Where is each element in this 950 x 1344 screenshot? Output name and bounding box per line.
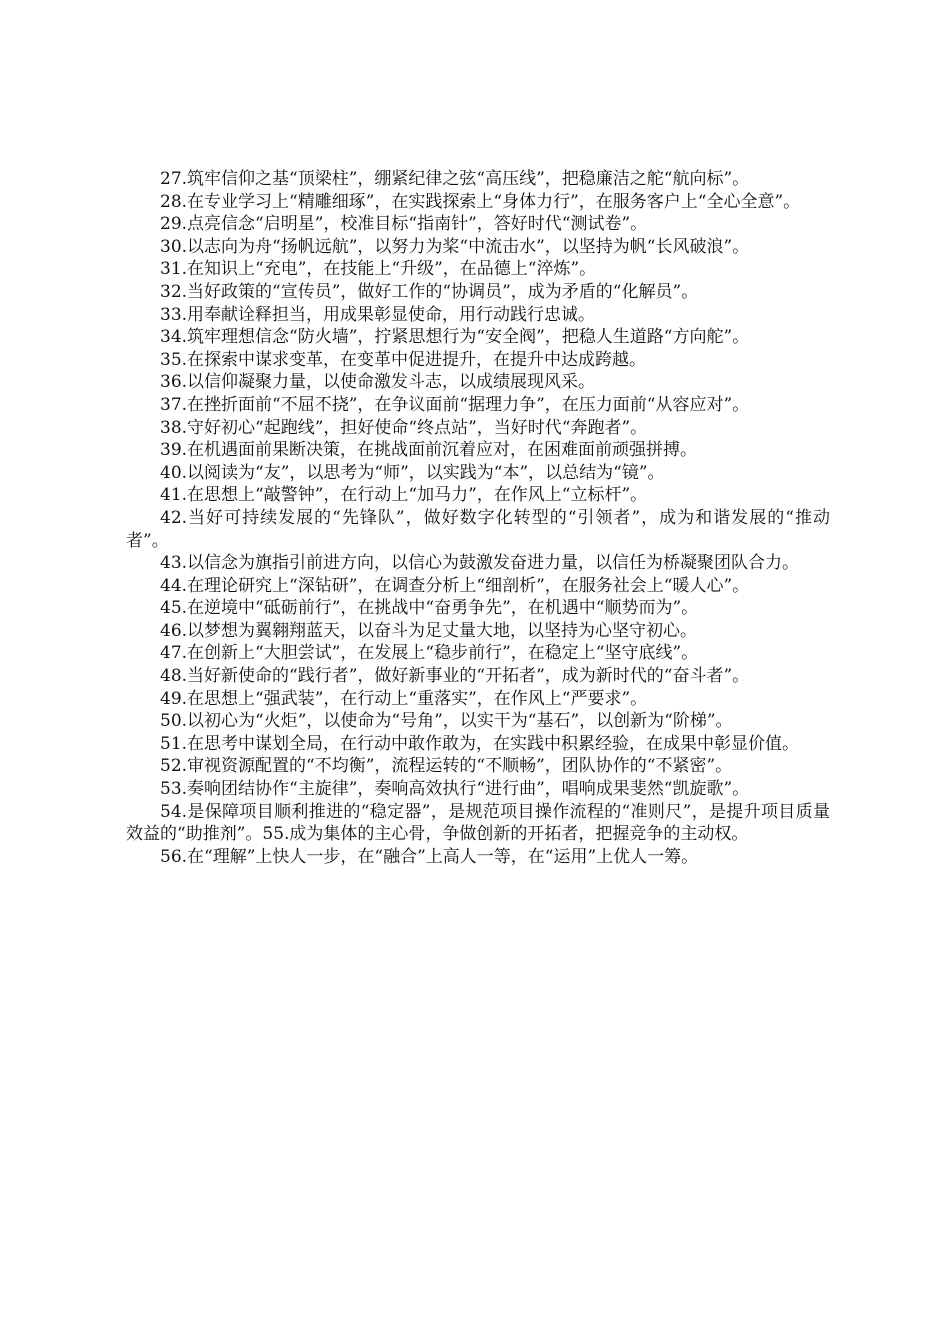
list-item: 39.在机遇面前果断决策，在挑战面前沉着应对，在困难面前顽强拼搏。 — [160, 440, 698, 461]
list-item: 49.在思想上“强武装”，在行动上“重落实”，在作风上“严要求”。 — [160, 688, 648, 709]
list-item: 40.以阅读为“友”，以思考为“师”，以实践为“本”，以总结为“镜”。 — [160, 462, 665, 483]
list-item: 42.当好可持续发展的“先锋队”，做好数字化转型的“引领者”，成为和谐发展的“推动者”。 — [126, 507, 830, 551]
document-body — [126, 168, 830, 868]
list-item: 56.在“理解”上快人一步，在“融合”上高人一等，在“运用”上优人一筹。 — [160, 846, 699, 867]
list-item: 50.以初心为“火炬”，以使命为“号角”，以实干为“基石”，以创新为“阶梯”。 — [160, 711, 733, 732]
list-item: 47.在创新上“大胆尝试”，在发展上“稳步前行”，在稳定上“坚守底线”。 — [160, 643, 699, 664]
list-item: 43.以信念为旗指引前进方向，以信心为鼓激发奋进力量，以信任为桥凝聚团队合力。 — [160, 553, 800, 574]
list-item: 35.在探索中谋求变革，在变革中促进提升，在提升中达成跨越。 — [160, 349, 647, 370]
list-item: 36.以信仰凝聚力量，以使命激发斗志，以成绩展现风采。 — [160, 372, 596, 393]
list-item: 28.在专业学习上“精雕细琢”，在实践探索上“身体力行”，在服务客户上“全心全意”。 — [160, 191, 801, 212]
list-item: 34.筑牢理想信念“防火墙”，拧紧思想行为“安全阀”，把稳人生道路“方向舵”。 — [160, 327, 750, 348]
list-item: 31.在知识上“充电”，在技能上“升级”，在品德上“淬炼”。 — [160, 259, 597, 280]
list-item: 53.奏响团结协作“主旋律”，奏响高效执行“进行曲”，唱响成果斐然“凯旋歌”。 — [160, 779, 750, 800]
list-item: 32.当好政策的“宣传员”，做好工作的“协调员”，成为矛盾的“化解员”。 — [160, 281, 699, 302]
list-item: 41.在思想上“敲警钟”，在行动上“加马力”，在作风上“立标杆”。 — [160, 485, 648, 506]
list-item: 45.在逆境中“砥砺前行”，在挑战中“奋勇争先”，在机遇中“顺势而为”。 — [160, 598, 699, 619]
list-item: 54.是保障项目顺利推进的“稳定器”，是规范项目操作流程的“准则尺”，是提升项目质量效益的“助推剂”。55.成为集体的主心骨，争做创新的开拓者，把握竞争的主动权。 — [126, 801, 830, 845]
list-item: 51.在思考中谋划全局，在行动中敢作敢为，在实践中积累经验，在成果中彰显价值。 — [160, 733, 800, 754]
list-item: 37.在挫折面前“不屈不挠”，在争议面前“据理力争”，在压力面前“从容应对”。 — [160, 394, 750, 415]
list-item: 46.以梦想为翼翱翔蓝天，以奋斗为足丈量大地，以坚持为心坚守初心。 — [160, 620, 698, 641]
list-item: 38.守好初心“起跑线”，担好使命“终点站”，当好时代“奔跑者”。 — [160, 417, 648, 438]
list-item: 33.用奉献诠释担当，用成果彰显使命，用行动践行忠诚。 — [160, 304, 596, 325]
list-item: 30.以志向为舟“扬帆远航”，以努力为桨“中流击水”，以坚持为帆“长风破浪”。 — [160, 236, 750, 257]
list-item: 27.筑牢信仰之基“顶梁柱”，绷紧纪律之弦“高压线”，把稳廉洁之舵“航向标”。 — [160, 169, 750, 189]
list-item: 44.在理论研究上“深钻研”，在调查分析上“细剖析”，在服务社会上“暖人心”。 — [160, 575, 750, 596]
list-item: 48.当好新使命的“践行者”，做好新事业的“开拓者”，成为新时代的“奋斗者”。 — [160, 666, 750, 687]
list-item: 29.点亮信念“启明星”，校准目标“指南针”，答好时代“测试卷”。 — [160, 214, 648, 235]
list-item: 52.审视资源配置的“不均衡”，流程运转的“不顺畅”，团队协作的“不紧密”。 — [160, 756, 733, 777]
